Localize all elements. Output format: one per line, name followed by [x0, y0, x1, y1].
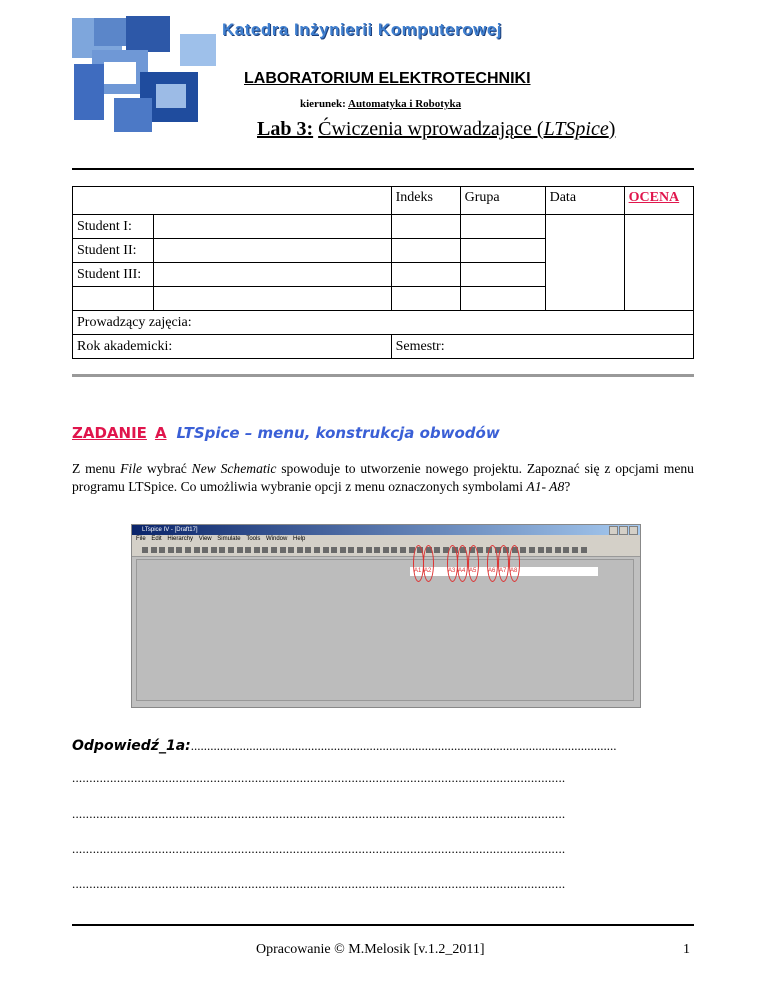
toolbar-button-icon[interactable] [297, 547, 303, 553]
marker-label: A8 [510, 568, 518, 574]
toolbar-button-icon[interactable] [391, 547, 397, 553]
student-group-field[interactable] [460, 287, 545, 311]
marker-label: A5 [469, 568, 477, 574]
menu-item[interactable]: Hierarchy [167, 536, 194, 542]
marker-circle [468, 545, 479, 582]
menu-item[interactable]: Window [266, 536, 288, 542]
col-group: Grupa [460, 187, 545, 215]
toolbar-button-icon[interactable] [262, 547, 268, 553]
student-name-field[interactable] [154, 239, 392, 263]
student-name-field[interactable] [154, 287, 392, 311]
answer-line[interactable]: ............................................................................................................................................... [72, 841, 566, 856]
answer-line[interactable]: ............................................................................................................................................... [72, 770, 566, 785]
menu-item[interactable]: View [198, 536, 212, 542]
toolbar-button-icon[interactable] [245, 547, 251, 553]
toolbar-button-icon[interactable] [168, 547, 174, 553]
toolbar-button-icon[interactable] [348, 547, 354, 553]
academic-year-label: Rok akademicki: [73, 335, 392, 359]
marker-circle [509, 545, 520, 582]
menu-item[interactable]: Tools [246, 536, 261, 542]
toolbar-button-icon[interactable] [142, 547, 148, 553]
semester-label: Semestr: [391, 335, 693, 359]
close-icon[interactable] [629, 526, 638, 535]
student-index-field[interactable] [391, 263, 460, 287]
student-label: Student II: [73, 239, 154, 263]
toolbar-button-icon[interactable] [434, 547, 440, 553]
toolbar-button-icon[interactable] [477, 547, 483, 553]
marker-circle [457, 545, 468, 582]
toolbar-button-icon[interactable] [159, 547, 165, 553]
divider [72, 374, 694, 377]
student-label: Student III: [73, 263, 154, 287]
student-name-field[interactable] [154, 263, 392, 287]
toolbar-button-icon[interactable] [366, 547, 372, 553]
student-index-field[interactable] [391, 239, 460, 263]
col-date: Data [545, 187, 624, 215]
student-group-field[interactable] [460, 239, 545, 263]
toolbar-button-icon[interactable] [288, 547, 294, 553]
department-name: Katedra Inżynierii Komputerowej [222, 20, 502, 39]
toolbar-button-icon[interactable] [151, 547, 157, 553]
marker-label: A2 [424, 568, 432, 574]
toolbar-button-icon[interactable] [237, 547, 243, 553]
toolbar-button-icon[interactable] [211, 547, 217, 553]
student-name-field[interactable] [154, 215, 392, 239]
menu-item[interactable]: Help [293, 536, 306, 542]
toolbar-button-icon[interactable] [400, 547, 406, 553]
marker-circle [423, 545, 434, 582]
toolbar-button-icon[interactable] [219, 547, 225, 553]
student-group-field[interactable] [460, 263, 545, 287]
marker-label: A6 [488, 568, 496, 574]
toolbar-button-icon[interactable] [581, 547, 587, 553]
col-index: Indeks [391, 187, 460, 215]
study-direction: kierunek: Automatyka i Robotyka [300, 98, 462, 110]
marker-label: A7 [499, 568, 507, 574]
answer-line[interactable]: ............................................................................................................................................... [72, 806, 566, 821]
window-title: LTspice IV - [Draft17] [142, 527, 198, 533]
instructor-label: Prowadzący zajęcia: [73, 311, 694, 335]
answer-line[interactable]: ............................................................................................................................................... [72, 876, 566, 891]
maximize-icon[interactable] [619, 526, 628, 535]
task-heading: ZADANIE A LTSpice – menu, konstrukcja obwodów [72, 424, 500, 442]
student-label: Student I: [73, 215, 154, 239]
toolbar-button-icon[interactable] [314, 547, 320, 553]
toolbar-button-icon[interactable] [538, 547, 544, 553]
toolbar-button-icon[interactable] [176, 547, 182, 553]
toolbar-button-icon[interactable] [254, 547, 260, 553]
marker-circle [487, 545, 498, 582]
department-logo [70, 14, 220, 136]
marker-label: A4 [458, 568, 466, 574]
grade-field[interactable] [624, 215, 693, 311]
marker-label: A3 [448, 568, 456, 574]
lab-name: LABORATORIUM ELEKTROTECHNIKI [244, 70, 531, 87]
toolbar-button-icon[interactable] [271, 547, 277, 553]
toolbar-button-icon[interactable] [563, 547, 569, 553]
marker-circle [498, 545, 509, 582]
lab-title: Lab 3: Ćwiczenia wprowadzające (LTSpice) [257, 118, 616, 140]
toolbar-button-icon[interactable] [228, 547, 234, 553]
toolbar-button-icon[interactable] [331, 547, 337, 553]
marker-label: A1 [414, 568, 422, 574]
grade-table [72, 186, 694, 359]
menu-item[interactable]: Edit [151, 536, 162, 542]
toolbar-button-icon[interactable] [340, 547, 346, 553]
date-field[interactable] [545, 215, 624, 311]
toolbar-button-icon[interactable] [202, 547, 208, 553]
divider [72, 924, 694, 926]
student-label [73, 287, 154, 311]
student-group-field[interactable] [460, 215, 545, 239]
toolbar-button-icon[interactable] [357, 547, 363, 553]
toolbar-button-icon[interactable] [529, 547, 535, 553]
toolbar-button-icon[interactable] [323, 547, 329, 553]
ltspice-screenshot [131, 524, 641, 708]
toolbar [132, 544, 640, 557]
toolbar-button-icon[interactable] [374, 547, 380, 553]
toolbar-button-icon[interactable] [305, 547, 311, 553]
toolbar-button-icon[interactable] [520, 547, 526, 553]
toolbar-button-icon[interactable] [546, 547, 552, 553]
col-grade: OCENA [624, 187, 693, 215]
menu-item[interactable]: File [136, 536, 146, 542]
student-index-field[interactable] [391, 287, 460, 311]
toolbar-button-icon[interactable] [280, 547, 286, 553]
toolbar-button-icon[interactable] [185, 547, 191, 553]
window-titlebar [132, 525, 640, 535]
task-description: Z menu File wybrać New Schematic spowoduje to utworzenie nowego projektu. Zapoznać się z opcjami menu programu LTSpice. Co umożliwia wybranie opcji z menu oznaczonych symbolami A1- A8? [72, 461, 694, 494]
toolbar-button-icon[interactable] [572, 547, 578, 553]
toolbar-button-icon[interactable] [194, 547, 200, 553]
menu-bar [132, 535, 640, 544]
divider [72, 168, 694, 170]
answer-label: Odpowiedź_1a:................................................................................................................................... [72, 738, 617, 754]
menu-item[interactable]: Simulate [217, 536, 241, 542]
toolbar-button-icon[interactable] [383, 547, 389, 553]
minimize-icon[interactable] [609, 526, 618, 535]
page-number: 1 [683, 942, 690, 957]
footer-credit: Opracowanie © M.Melosik [v.1.2_2011] [256, 942, 485, 957]
student-index-field[interactable] [391, 215, 460, 239]
toolbar-button-icon[interactable] [555, 547, 561, 553]
schematic-canvas[interactable] [136, 559, 634, 701]
